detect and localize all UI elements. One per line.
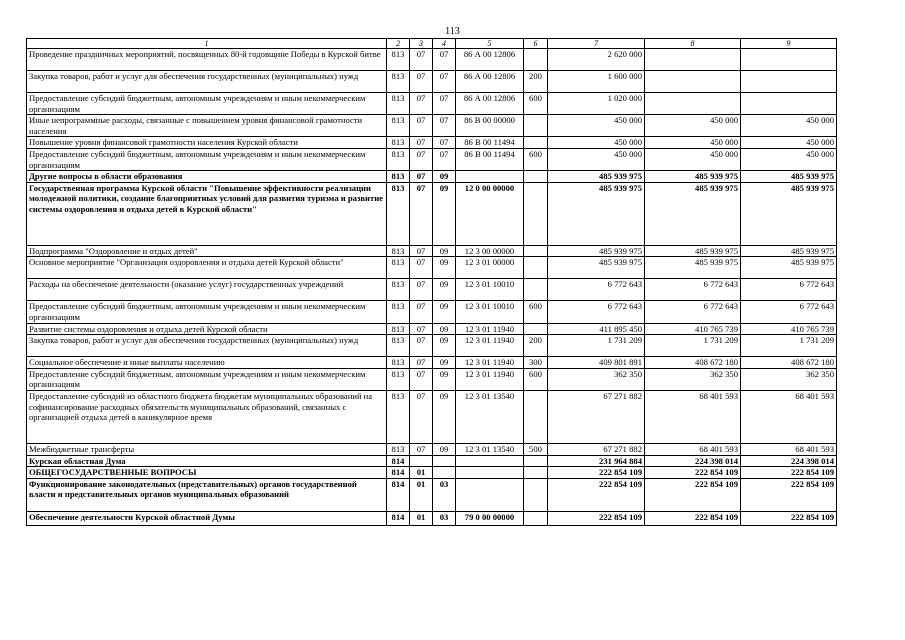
row-name: Развитие системы оздоровления и отдыха детей Курской области [27,323,387,335]
row-year-2023: 485 939 975 [548,245,645,257]
row-expense-type [524,279,548,301]
row-subsection [433,467,456,479]
row-target-article [456,467,524,479]
row-year-2025: 1 731 209 [741,335,837,357]
row-subsection: 09 [433,323,456,335]
row-year-2025: 222 854 109 [741,478,837,511]
page-number: 113 [445,26,460,37]
table-row [27,368,837,390]
row-expense-type [524,467,548,479]
row-ministry-code: 813 [387,171,410,183]
row-year-2024: 450 000 [645,115,741,137]
row-ministry-code: 813 [387,257,410,279]
row-expense-type [524,455,548,467]
row-section: 07 [410,357,433,369]
table-row [27,257,837,279]
row-year-2024 [645,93,741,115]
row-ministry-code: 813 [387,137,410,149]
row-ministry-code: 813 [387,71,410,93]
table-row [27,49,837,71]
row-name: Расходы на обеспечение деятельности (оказание услуг) государственных учреждений [27,279,387,301]
row-year-2025: 485 939 975 [741,245,837,257]
row-year-2024: 222 854 109 [645,467,741,479]
row-year-2024: 6 772 643 [645,279,741,301]
row-year-2023: 231 964 884 [548,455,645,467]
row-expense-type: 300 [524,357,548,369]
row-expense-type [524,257,548,279]
row-year-2023: 2 620 000 [548,49,645,71]
row-ministry-code: 813 [387,148,410,170]
row-name: Обеспечение деятельности Курской областной Думы [27,511,387,525]
row-section [410,455,433,467]
row-year-2023: 409 801 891 [548,357,645,369]
row-year-2023: 67 271 882 [548,390,645,443]
column-number-6: 6 [524,39,548,49]
row-subsection: 03 [433,478,456,511]
row-section: 07 [410,443,433,455]
row-name: Предоставление субсидий бюджетным, автономным учреждениям и иным некоммерческим организациям [27,368,387,390]
row-subsection [433,455,456,467]
row-subsection: 09 [433,390,456,443]
row-section: 07 [410,93,433,115]
row-section: 07 [410,49,433,71]
row-target-article [456,478,524,511]
column-number-1: 1 [27,39,387,49]
row-ministry-code: 813 [387,368,410,390]
row-year-2024: 408 672 180 [645,357,741,369]
row-year-2025: 68 401 593 [741,390,837,443]
row-section: 07 [410,148,433,170]
table-header-row [27,39,837,49]
column-number-2: 2 [387,39,410,49]
row-year-2024: 222 854 109 [645,511,741,525]
row-target-article: 12 3 01 10010 [456,301,524,323]
row-year-2024: 450 000 [645,137,741,149]
row-ministry-code: 813 [387,115,410,137]
row-year-2024: 485 939 975 [645,257,741,279]
row-expense-type: 600 [524,148,548,170]
row-expense-type: 600 [524,93,548,115]
row-year-2025: 450 000 [741,115,837,137]
row-year-2024 [645,49,741,71]
row-ministry-code: 813 [387,335,410,357]
row-year-2024: 224 398 014 [645,455,741,467]
table-row [27,323,837,335]
row-year-2023: 362 350 [548,368,645,390]
row-year-2025: 362 350 [741,368,837,390]
row-target-article: 86 В 00 11494 [456,148,524,170]
row-expense-type: 500 [524,443,548,455]
row-year-2025: 222 854 109 [741,467,837,479]
row-ministry-code: 814 [387,467,410,479]
row-target-article: 12 3 01 00000 [456,257,524,279]
row-section: 01 [410,511,433,525]
row-name: Функционирование законодательных (представительных) органов государственной власти и представительных органов муниципальных образований [27,478,387,511]
table-row [27,71,837,93]
row-ministry-code: 814 [387,478,410,511]
row-section: 07 [410,390,433,443]
row-subsection: 07 [433,71,456,93]
row-name: Курская областная Дума [27,455,387,467]
column-number-7: 7 [548,39,645,49]
table-row [27,279,837,301]
row-name: Предоставление субсидий бюджетным, автономным учреждениям и иным некоммерческим организациям [27,301,387,323]
row-subsection: 07 [433,49,456,71]
row-section: 07 [410,301,433,323]
row-subsection: 07 [433,115,456,137]
row-year-2025 [741,93,837,115]
row-section: 07 [410,335,433,357]
row-section: 07 [410,279,433,301]
row-section: 07 [410,71,433,93]
column-number-8: 8 [645,39,741,49]
row-target-article: 86 В 00 00000 [456,115,524,137]
row-year-2025: 485 939 975 [741,182,837,245]
row-year-2023: 411 895 450 [548,323,645,335]
table-row [27,390,837,443]
row-year-2024: 68 401 593 [645,443,741,455]
column-number-9: 9 [741,39,837,49]
row-year-2023: 222 854 109 [548,478,645,511]
row-subsection: 07 [433,148,456,170]
row-expense-type [524,245,548,257]
row-section: 07 [410,182,433,245]
row-year-2023: 1 020 000 [548,93,645,115]
row-subsection: 09 [433,368,456,390]
row-ministry-code: 814 [387,455,410,467]
table-row [27,245,837,257]
table-row [27,467,837,479]
row-target-article: 12 3 01 11940 [456,323,524,335]
row-name: Проведение праздничных мероприятий, посвященных 80-й годовщине Победы в Курской битве [27,49,387,71]
row-year-2024: 362 350 [645,368,741,390]
row-ministry-code: 813 [387,49,410,71]
row-section: 01 [410,478,433,511]
row-year-2023: 6 772 643 [548,301,645,323]
table-row [27,443,837,455]
row-year-2025: 485 939 975 [741,257,837,279]
row-ministry-code: 813 [387,323,410,335]
row-target-article: 86 В 00 11494 [456,137,524,149]
row-year-2023: 450 000 [548,115,645,137]
row-year-2025: 410 765 739 [741,323,837,335]
row-year-2025: 450 000 [741,148,837,170]
row-subsection: 09 [433,171,456,183]
row-target-article: 86 А 00 12806 [456,93,524,115]
row-expense-type [524,478,548,511]
row-target-article: 12 3 01 11940 [456,368,524,390]
row-ministry-code: 813 [387,279,410,301]
row-expense-type: 600 [524,368,548,390]
row-year-2025: 6 772 643 [741,279,837,301]
row-target-article: 86 А 00 12806 [456,49,524,71]
table-row [27,335,837,357]
row-name: Межбюджетные трансферты [27,443,387,455]
row-ministry-code: 813 [387,390,410,443]
row-expense-type: 200 [524,71,548,93]
row-name: Предоставление субсидий бюджетным, автономным учреждениям и иным некоммерческим организациям [27,93,387,115]
table-row [27,478,837,511]
table-row [27,182,837,245]
row-subsection: 09 [433,443,456,455]
column-number-4: 4 [433,39,456,49]
row-expense-type [524,171,548,183]
row-subsection: 09 [433,357,456,369]
row-target-article [456,171,524,183]
row-subsection: 09 [433,335,456,357]
row-year-2023: 485 939 975 [548,257,645,279]
row-year-2025 [741,71,837,93]
row-section: 07 [410,368,433,390]
row-year-2024: 485 939 975 [645,245,741,257]
row-name: Предоставление субсидий из областного бюджета бюджетам муниципальных образований на софинансирование расходных обязательств муниципальных образований, связанных с организацией отдыха детей в каникулярное время [27,390,387,443]
row-name: Закупка товаров, работ и услуг для обеспечения государственных (муниципальных) нужд [27,335,387,357]
row-year-2025: 450 000 [741,137,837,149]
row-name: Другие вопросы в области образования [27,171,387,183]
row-year-2023: 67 271 882 [548,443,645,455]
row-year-2025: 224 398 014 [741,455,837,467]
row-ministry-code: 813 [387,245,410,257]
row-name: Подпрограмма "Оздоровление и отдых детей" [27,245,387,257]
table-row [27,93,837,115]
row-year-2024: 6 772 643 [645,301,741,323]
row-ministry-code: 814 [387,511,410,525]
row-target-article: 12 0 00 00000 [456,182,524,245]
row-expense-type [524,511,548,525]
row-subsection: 07 [433,137,456,149]
row-name: Закупка товаров, работ и услуг для обеспечения государственных (муниципальных) нужд [27,71,387,93]
row-year-2023: 6 772 643 [548,279,645,301]
column-number-5: 5 [456,39,524,49]
row-ministry-code: 813 [387,443,410,455]
row-ministry-code: 813 [387,93,410,115]
row-subsection: 09 [433,257,456,279]
row-year-2025: 485 939 975 [741,171,837,183]
table-row [27,511,837,525]
row-section: 07 [410,323,433,335]
row-target-article [456,455,524,467]
row-year-2024: 1 731 209 [645,335,741,357]
row-target-article: 86 А 00 12806 [456,71,524,93]
row-section: 07 [410,171,433,183]
budget-table [26,38,837,526]
row-ministry-code: 813 [387,357,410,369]
row-year-2023: 222 854 109 [548,511,645,525]
row-section: 07 [410,257,433,279]
row-expense-type [524,115,548,137]
row-name: Иные непрограммные расходы, связанные с повышением уровня финансовой грамотности населения [27,115,387,137]
row-name: ОБЩЕГОСУДАРСТВЕННЫЕ ВОПРОСЫ [27,467,387,479]
table-row [27,115,837,137]
row-name: Социальное обеспечение и иные выплаты населению [27,357,387,369]
row-expense-type [524,323,548,335]
row-expense-type [524,49,548,71]
table-row [27,301,837,323]
row-section: 07 [410,137,433,149]
row-subsection: 09 [433,245,456,257]
row-year-2025 [741,49,837,71]
table-row [27,148,837,170]
row-year-2023: 1 731 209 [548,335,645,357]
table-row [27,137,837,149]
row-subsection: 07 [433,93,456,115]
row-year-2024: 410 765 739 [645,323,741,335]
row-expense-type [524,137,548,149]
row-section: 07 [410,115,433,137]
row-target-article: 12 3 01 13540 [456,443,524,455]
row-name: Государственная программа Курской области "Повышение эффективности реализации молодежной политики, создание благоприятных условий для развития туризма и развитие системы оздоровления и отдыха детей в Курской области" [27,182,387,245]
row-subsection: 09 [433,301,456,323]
row-year-2025: 222 854 109 [741,511,837,525]
row-year-2023: 1 600 000 [548,71,645,93]
column-number-3: 3 [410,39,433,49]
row-subsection: 09 [433,279,456,301]
row-section: 01 [410,467,433,479]
row-year-2024: 222 854 109 [645,478,741,511]
table-row [27,357,837,369]
row-name: Предоставление субсидий бюджетным, автономным учреждениям и иным некоммерческим организациям [27,148,387,170]
table-row [27,455,837,467]
row-year-2023: 485 939 975 [548,182,645,245]
row-subsection: 03 [433,511,456,525]
row-name: Основное мероприятие "Организация оздоровления и отдыха детей Курской области" [27,257,387,279]
table-row [27,171,837,183]
row-ministry-code: 813 [387,301,410,323]
row-section: 07 [410,245,433,257]
row-ministry-code: 813 [387,182,410,245]
row-target-article: 12 3 00 00000 [456,245,524,257]
row-target-article: 12 3 01 10010 [456,279,524,301]
row-subsection: 09 [433,182,456,245]
row-year-2025: 68 401 593 [741,443,837,455]
row-year-2024: 450 000 [645,148,741,170]
row-target-article: 12 3 01 13540 [456,390,524,443]
row-expense-type: 200 [524,335,548,357]
row-year-2025: 6 772 643 [741,301,837,323]
row-year-2024 [645,71,741,93]
row-year-2023: 222 854 109 [548,467,645,479]
row-year-2024: 485 939 975 [645,171,741,183]
row-year-2025: 408 672 180 [741,357,837,369]
row-year-2024: 485 939 975 [645,182,741,245]
row-name: Повышение уровня финансовой грамотности населения Курской области [27,137,387,149]
row-expense-type [524,390,548,443]
row-year-2024: 68 401 593 [645,390,741,443]
row-target-article: 12 3 01 11940 [456,357,524,369]
row-expense-type [524,182,548,245]
row-year-2023: 450 000 [548,137,645,149]
row-target-article: 12 3 01 11940 [456,335,524,357]
row-expense-type: 600 [524,301,548,323]
row-year-2023: 485 939 975 [548,171,645,183]
row-target-article: 79 0 00 00000 [456,511,524,525]
row-year-2023: 450 000 [548,148,645,170]
